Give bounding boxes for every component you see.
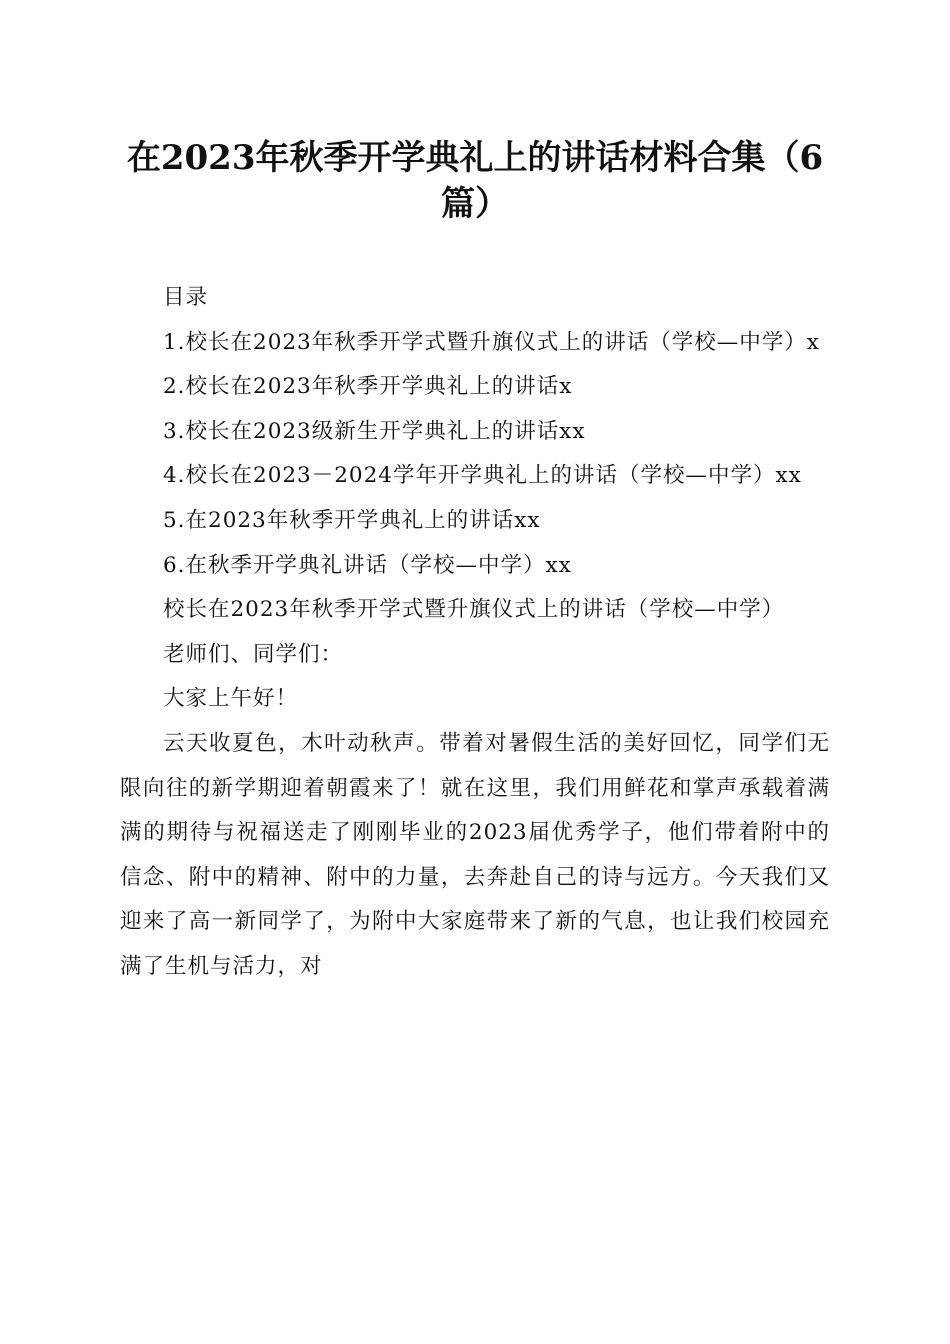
- toc-item-4: 4.校长在2023－2024学年开学典礼上的讲话（学校—中学）xx: [163, 463, 802, 489]
- body-paragraph: 云天收夏色，木叶动秋声。带着对暑假生活的美好回忆，同学们无限向往的新学期迎着朝霞来了！就在这里，我们用鲜花和掌声承载着满满的期待与祝福送走了刚刚毕业的2023届优秀学子，他们带着附中的信念、附中的精神、附中的力量，去奔赴自己的诗与远方。今天我们又迎来了高一新同学了，为附中大家庭带来了新的气息，也让我们校园充满了生机与活力，对: [120, 730, 830, 979]
- toc-item-1: 1.校长在2023年秋季开学式暨升旗仪式上的讲话（学校—中学）x: [163, 329, 820, 355]
- toc-item-6: 6.在秋季开学典礼讲话（学校—中学）xx: [163, 552, 572, 578]
- toc-item-5: 5.在2023年秋季开学典礼上的讲话xx: [163, 507, 541, 533]
- greeting: 大家上午好！: [163, 686, 299, 712]
- toc-heading: 目录: [163, 285, 209, 310]
- document-title: 在2023年秋季开学典礼上的讲话材料合集（6篇）: [126, 138, 824, 224]
- toc-item-2: 2.校长在2023年秋季开学典礼上的讲话x: [163, 374, 573, 400]
- document-body: [120, 276, 830, 990]
- section-title: 校长在2023年秋季开学式暨升旗仪式上的讲话（学校—中学）: [163, 597, 785, 623]
- salutation: 老师们、同学们：: [163, 641, 344, 667]
- toc-item-3: 3.校长在2023级新生开学典礼上的讲话xx: [163, 418, 586, 444]
